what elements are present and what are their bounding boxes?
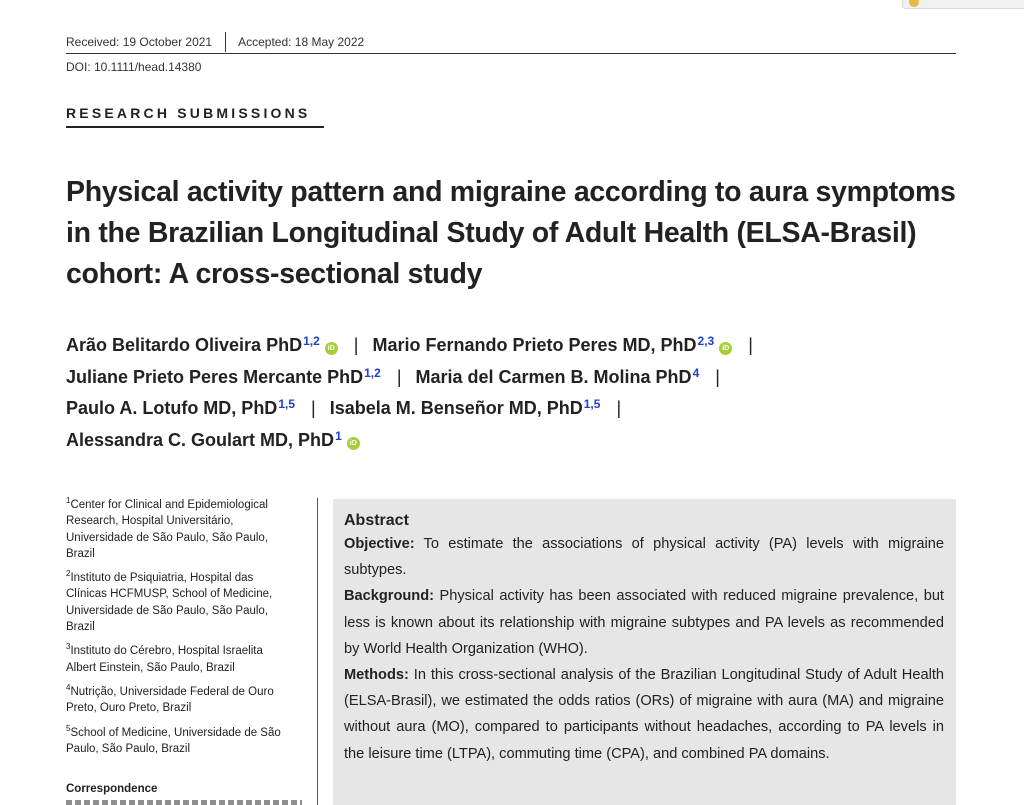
author-affil-ref[interactable]: 4	[692, 365, 700, 380]
author-name[interactable]: Arão Belitardo Oliveira PhD	[66, 335, 303, 355]
objective-text: To estimate the associations of physical activity (PA) levels with migraine subtypes.	[344, 536, 944, 579]
orcid-icon[interactable]: iD	[347, 437, 360, 450]
section-label: RESEARCH SUBMISSIONS	[66, 105, 311, 121]
section-underline	[66, 126, 324, 128]
author-affil-ref[interactable]: 1,5	[583, 397, 601, 411]
abstract-background	[344, 583, 944, 662]
affiliation-1	[66, 497, 306, 562]
received-date: Received: 19 October 2021	[66, 35, 213, 49]
author-separator: |	[311, 398, 316, 418]
author-name[interactable]: Paulo A. Lotufo MD, PhD	[66, 398, 278, 418]
affiliation-line: Albert Einstein, São Paulo, Brazil	[66, 661, 235, 674]
abstract-box	[333, 499, 956, 805]
abstract-objective	[344, 531, 944, 583]
affiliations	[66, 497, 306, 765]
affiliation-line: Center for Clinical and Epidemiological	[70, 499, 268, 511]
methods-label: Methods:	[344, 667, 409, 684]
background-label: Background:	[344, 588, 434, 605]
affiliation-number: 4	[66, 682, 71, 692]
affiliation-line: Instituto de Psiquiatria, Hospital das	[70, 572, 254, 585]
doi[interactable]: DOI: 10.1111/head.14380	[66, 60, 202, 74]
toolbar-icon	[909, 0, 919, 7]
correspondence-heading: Correspondence	[66, 783, 158, 795]
author-name[interactable]: Maria del Carmen B. Molina PhD	[415, 366, 692, 387]
affiliation-line: Clínicas HCFMUSP, School of Medicine,	[66, 588, 273, 601]
objective-label: Objective:	[344, 536, 415, 552]
affiliation-line: Paulo, São Paulo, Brazil	[66, 742, 191, 755]
date-divider	[225, 32, 226, 52]
author-separator: |	[616, 398, 622, 418]
column-divider	[317, 498, 318, 805]
author-separator: |	[353, 335, 359, 355]
author-line-2	[66, 362, 966, 394]
header-rule	[66, 53, 956, 54]
affiliation-4	[66, 684, 306, 717]
author-name[interactable]: Juliane Prieto Peres Mercante PhD	[66, 366, 364, 387]
affiliation-line: Universidade de São Paulo, São Paulo,	[66, 604, 269, 617]
abstract-methods	[344, 662, 944, 767]
author-separator: |	[748, 335, 753, 355]
author-affil-ref[interactable]: 2,3	[697, 334, 715, 348]
author-affil-ref[interactable]: 1,2	[303, 334, 320, 348]
correspondence-text-cut	[66, 800, 306, 805]
author-separator: |	[396, 366, 402, 387]
background-text: Physical activity has been associated with reduced migraine prevalence, but less is known about its relationship with migraine subtypes and PA levels as recommended by World Health Organization (WHO).	[344, 588, 944, 657]
affiliation-2	[66, 570, 306, 635]
author-affil-ref[interactable]: 1,2	[364, 365, 381, 380]
affiliation-line: Brazil	[66, 621, 95, 634]
article-title: Physical activity pattern and migraine according to aura symptoms in the Brazilian Longitudinal Study of Adult Health (ELSA-Brasil) cohort: A cross-sectional study	[66, 176, 956, 290]
author-line-1	[66, 330, 966, 362]
affiliation-line: Instituto do Cérebro, Hospital Israelita	[70, 645, 263, 658]
affiliation-number: 3	[66, 642, 71, 652]
accepted-date: Accepted: 18 May 2022	[238, 35, 365, 49]
affiliation-line: Universidade de São Paulo, São Paulo,	[66, 531, 269, 544]
affiliation-line: Preto, Ouro Preto, Brazil	[66, 702, 192, 715]
affiliation-line: School of Medicine, Universidade de São	[70, 726, 281, 739]
affiliation-number: 5	[66, 723, 71, 733]
author-name[interactable]: Isabela M. Benseñor MD, PhD	[329, 398, 583, 418]
author-affil-ref[interactable]: 1	[335, 428, 342, 443]
author-line-3	[66, 393, 966, 425]
affiliation-number: 2	[66, 569, 71, 579]
author-name[interactable]: Mario Fernando Prieto Peres MD, PhD	[372, 335, 697, 355]
affiliation-3	[66, 643, 306, 676]
methods-text: In this cross-sectional analysis of the Brazilian Longitudinal Study of Adult Health (ELSA-Brasil), we estimated the odds ratios (ORs) of migraine with aura (MA) and migraine without aura (MO), compared to participants without headaches, according to PA levels in the leisure time (LTPA), commuting time (CPA), and combined PA domains.	[344, 667, 944, 762]
abstract-heading: Abstract	[344, 512, 409, 529]
author-separator: |	[715, 366, 720, 387]
affiliation-number: 1	[66, 496, 71, 505]
affiliation-line: Research, Hospital Universitário,	[66, 515, 234, 528]
author-name[interactable]: Alessandra C. Goulart MD, PhD	[66, 429, 335, 450]
article-dates	[66, 34, 364, 50]
affiliation-5	[66, 725, 306, 758]
top-corner-button[interactable]	[902, 0, 1024, 9]
affiliation-line: Nutrição, Universidade Federal de Ouro	[70, 685, 274, 698]
orcid-icon[interactable]: iD	[719, 342, 732, 355]
orcid-icon[interactable]: iD	[325, 342, 338, 355]
author-list	[66, 330, 966, 456]
author-line-4	[66, 425, 966, 457]
affiliation-line: Brazil	[66, 547, 95, 560]
author-affil-ref[interactable]: 1,5	[278, 397, 295, 411]
